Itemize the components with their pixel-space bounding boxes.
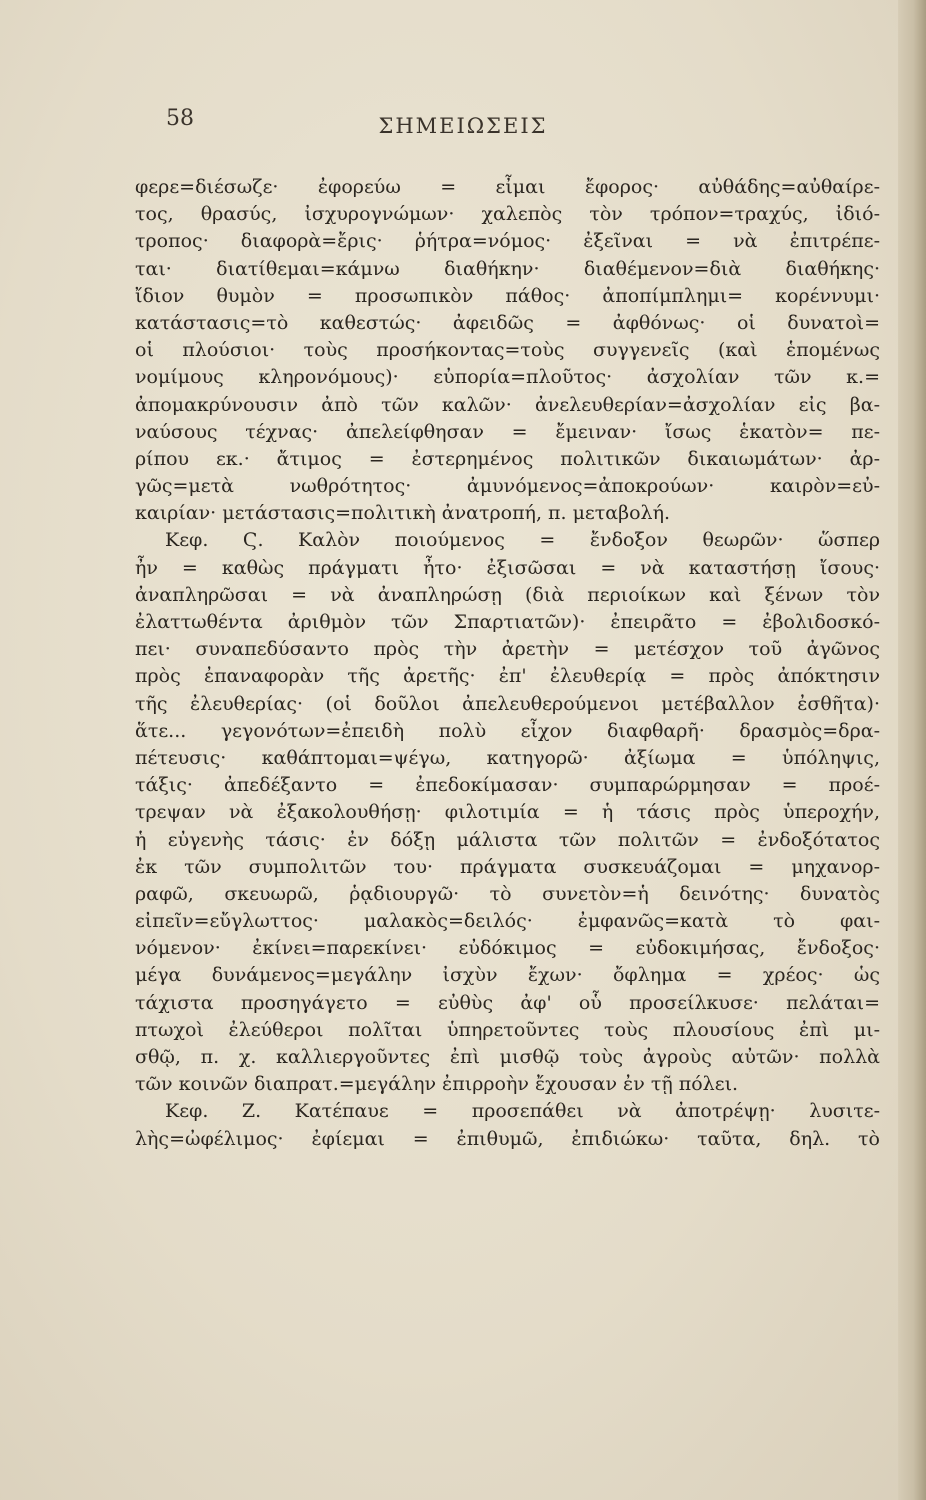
text-line: Κεφ. Ζ. Κατέπαυε = προσεπάθει νὰ ἀποτρέψῃ· λυσιτε- bbox=[165, 1100, 880, 1123]
text-line: νομίμους κληρονόμους)· εὐπορία=πλοῦτος· ἀσχολίαν τῶν κ.= bbox=[135, 366, 880, 389]
text-line: Κεφ. Ϛ. Καλὸν ποιούμενος = ἔνδοξον θεωρῶν· ὥσπερ bbox=[165, 529, 880, 552]
text-line: κατάστασις=τὸ καθεστώς· ἀφειδῶς = ἀφθόνως· οἱ δυνατοὶ= bbox=[135, 311, 880, 334]
text-line: ρίπου εκ.· ἄτιμος = ἐστερημένος πολιτικῶν δικαιωμάτων· ἀρ- bbox=[135, 447, 880, 470]
text-line: ἴδιον θυμὸν = προσωπικὸν πάθος· ἀποπίμπλημι= κορέννυμι· bbox=[135, 284, 880, 307]
text-line: ἐλαττωθέντα ἀριθμὸν τῶν Σπαρτιατῶν)· ἐπειρᾶτο = ἐβολιδοσκό- bbox=[135, 611, 880, 633]
text-line: οἱ πλούσιοι· τοὺς προσήκοντας=τοὺς συγγενεῖς (καὶ ἑπομένως bbox=[135, 339, 880, 362]
page-number: 58 bbox=[166, 106, 194, 131]
text-line: ἦν = καθὼς πράγματι ἦτο· ἐξισῶσαι = νὰ καταστήσῃ ἴσους· bbox=[135, 556, 880, 579]
running-head: ΣΗΜΕΙΩΣΕΙΣ bbox=[378, 114, 548, 138]
text-line: ραφῶ, σκευωρῶ, ῥᾳδιουργῶ· τὸ συνετὸν=ἡ δεινότης· δυνατὸς bbox=[135, 882, 880, 905]
text-line: ἅτε... γεγονότων=ἐπειδὴ πολὺ εἶχον διαφθαρῆ· δρασμὸς=δρα- bbox=[135, 719, 880, 742]
text-line: πρὸς ἐπαναφορὰν τῆς ἀρετῆς· ἐπ' ἐλευθερίᾳ = πρὸς ἀπόκτησιν bbox=[135, 665, 880, 688]
text-line: ἀπομακρύνουσιν ἀπὸ τῶν καλῶν· ἀνελευθερίαν=ἀσχολίαν εἰς βα- bbox=[135, 393, 880, 416]
text-line: ἀναπληρῶσαι = νὰ ἀναπληρώσῃ (διὰ περιοίκων καὶ ξένων τὸν bbox=[135, 583, 880, 606]
notes-body-text bbox=[135, 174, 880, 1153]
text-line: πτωχοὶ ἐλεύθεροι πολῖται ὑπηρετοῦντες τοὺς πλουσίους ἐπὶ μι- bbox=[135, 1018, 880, 1041]
text-line: τῶν κοινῶν διαπρατ.=μεγάλην ἐπιρροὴν ἔχουσαν ἐν τῇ πόλει. bbox=[135, 1073, 739, 1096]
text-line: μέγα δυνάμενος=μεγάλην ἰσχὺν ἔχων· ὄφλημα = χρέος· ὡς bbox=[135, 964, 880, 987]
text-line: γῶς=μετὰ νωθρότητος· ἀμυνόμενος=ἀποκρούων· καιρὸν=εὐ- bbox=[135, 475, 880, 498]
text-line: τος, θρασύς, ἰσχυρογνώμων· χαλεπὸς τὸν τρόπον=τραχύς, ἰδιό- bbox=[135, 203, 880, 226]
text-line: νόμενον· ἐκίνει=παρεκίνει· εὐδόκιμος = εὐδοκιμήσας, ἔνδοξος· bbox=[135, 937, 880, 960]
text-line: ἡ εὐγενὴς τάσις· ἐν δόξῃ μάλιστα τῶν πολιτῶν = ἐνδοξότατος bbox=[135, 828, 880, 851]
text-line: ναύσους τέχνας· ἀπελείφθησαν = ἔμειναν· ἴσως ἑκατὸν= πε- bbox=[135, 420, 880, 443]
text-line: πει· συναπεδύσαντο πρὸς τὴν ἀρετὴν = μετέσχον τοῦ ἀγῶνος bbox=[135, 638, 880, 661]
text-line: τάξις· ἀπεδέξαντο = ἐπεδοκίμασαν· συμπαρώρμησαν = προέ- bbox=[135, 774, 880, 797]
text-line: καιρίαν· μετάστασις=πολιτικὴ ἀνατροπή, π. μεταβολή. bbox=[135, 502, 671, 525]
text-line: τρεψαν νὰ ἐξακολουθήσῃ· φιλοτιμία = ἡ τάσις πρὸς ὑπεροχήν, bbox=[135, 801, 880, 824]
page-edge-shadow bbox=[898, 0, 926, 1500]
text-line: σθῷ, π. χ. καλλιεργοῦντες ἐπὶ μισθῷ τοὺς ἀγροὺς αὐτῶν· πολλὰ bbox=[135, 1046, 880, 1068]
text-line: τροπος· διαφορὰ=ἔρις· ῥήτρα=νόμος· ἐξεῖναι = νὰ ἐπιτρέπε- bbox=[135, 230, 880, 253]
text-line: ται· διατίθεμαι=κάμνω διαθήκην· διαθέμενον=διὰ διαθήκης· bbox=[135, 257, 880, 280]
page-header bbox=[0, 106, 926, 146]
text-line: τάχιστα προσηγάγετο = εὐθὺς ἀφ' οὗ προσείλκυσε· πελάται= bbox=[135, 991, 880, 1014]
text-line: λὴς=ὠφέλιμος· ἐφίεμαι = ἐπιθυμῶ, ἐπιδιώκω· ταῦτα, δηλ. τὸ bbox=[135, 1127, 880, 1150]
text-line: τῆς ἐλευθερίας· (οἱ δοῦλοι ἀπελευθερούμενοι μετέβαλλον ἐσθῆτα)· bbox=[135, 692, 880, 715]
text-line: φερε=διέσωζε· ἐφορεύω = εἶμαι ἔφορος· αὐθάδης=αὐθαίρε- bbox=[135, 176, 880, 198]
text-line: ἐκ τῶν συμπολιτῶν του· πράγματα συσκευάζομαι = μηχανορ- bbox=[135, 855, 880, 878]
text-line: εἰπεῖν=εὔγλωττος· μαλακὸς=δειλός· ἐμφανῶς=κατὰ τὸ φαι- bbox=[135, 910, 880, 933]
text-line: πέτευσις· καθάπτομαι=ψέγω, κατηγορῶ· ἀξίωμα = ὑπόληψις, bbox=[135, 746, 880, 769]
